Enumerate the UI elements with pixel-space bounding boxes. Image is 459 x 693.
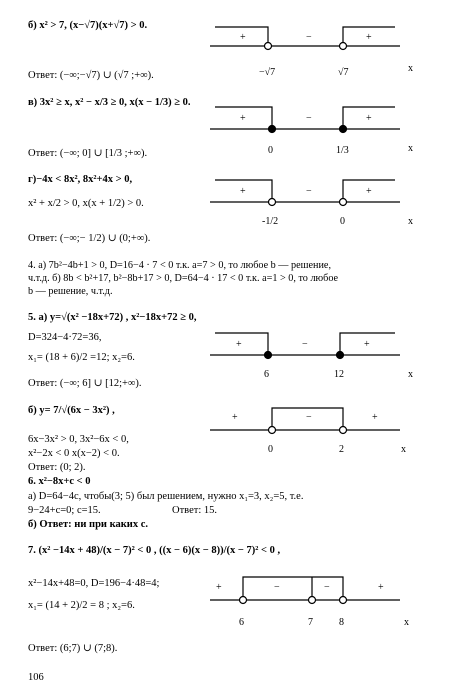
label-b-1: −√7 [259,67,276,78]
sign-chart-v [210,107,413,156]
sign-chart-5b [210,408,406,455]
sign-g-2: − [306,186,312,197]
g-line2: x² + x/2 > 0, x(x + 1/2) > 0. [28,198,144,209]
label-7-2: 7 [308,617,313,628]
p7-line1: 7. (x² −14x + 48)/(x − 7)² < 0 , ((x − 6)(x − 8))/(x − 7)² < 0 , [28,545,281,556]
p6-answer: Ответ: 15. [172,505,217,516]
sign-g-3: + [366,186,372,197]
sign-7-4: + [378,582,384,593]
sign-b-1: + [240,32,246,43]
sign-5a-1: + [236,339,242,350]
b-line1: б) x² > 7, (x−√7)(x+√7) > 0. [28,20,148,31]
p5b-line1: б) y= 7/√(6x − 3x²) , [28,405,115,416]
sign-chart-7 [210,577,409,628]
sign-b-3: + [366,32,372,43]
sign-v-3: + [366,113,372,124]
p5b-line3: x²−2x < 0 x(x−2) < 0. [28,448,120,459]
sign-7-3: − [324,582,330,593]
p7-line3: x₁= (14 + 2)/2 = 8 ; x₂=6. [28,600,135,611]
p4-line1: 4. а) 7b²−4b+1 > 0, D=16−4 · 7 < 0 т.к. a=7 > 0, то любое b — решение, [28,260,331,271]
p6-line3: 9−24+c=0; c=15. [28,505,101,516]
label-5b-2: 2 [339,444,344,455]
label-b-2: √7 [338,67,349,78]
p4-line2: ч.т.д. б) 8b < b²+17, b²−8b+17 > 0, D=64−4 · 17 < 0 т.к. a=1 > 0, то любое [28,273,339,284]
p5b-line2: 6x−3x² > 0, 3x²−6x < 0, [28,434,129,445]
label-v-x: x [408,143,413,154]
sign-chart-5a [210,333,413,380]
sign-chart-g [210,180,413,227]
v-answer: Ответ: (−∞; 0] ∪ [1/3 ;+∞). [28,148,148,159]
label-g-2: 0 [340,216,345,227]
label-v-1: 0 [268,145,273,156]
label-5a-1: 6 [264,369,269,380]
p4-line3: b — решение, ч.т.д. [28,286,113,297]
sign-chart-b [210,27,413,78]
label-5a-2: 12 [334,369,344,380]
g-line1: г)−4x < 8x², 8x²+4x > 0, [28,174,133,185]
sign-v-1: + [240,113,246,124]
p5a-line1: 5. а) y=√(x² −18x+72) , x²−18x+72 ≥ 0, [28,312,197,323]
p7-line2: x²−14x+48=0, D=196−4·48=4; [28,578,160,589]
label-7-3: 8 [339,617,344,628]
label-5a-x: x [408,369,413,380]
sign-7-2: − [274,582,280,593]
b-answer: Ответ: (−∞;−√7) ∪ (√7 ;+∞). [28,70,154,81]
p6-line4: б) Ответ: ни при каких c. [28,519,148,530]
label-5b-x: x [401,444,406,455]
p6-line2: а) D=64−4c, чтобы(3; 5) был решением, нужно x₁=3, x₂=5, т.е. [28,491,304,502]
sign-5b-1: + [232,412,238,423]
p5a-line2: D=324−4·72=36, [28,332,102,343]
label-v-2: 1/3 [336,145,349,156]
sign-b-2: − [306,32,312,43]
label-7-1: 6 [239,617,244,628]
label-b-x: x [408,63,413,74]
page-number: 106 [28,672,44,683]
sign-5b-2: − [306,412,312,423]
sign-5b-3: + [372,412,378,423]
sign-g-1: + [240,186,246,197]
p6-line1: 6. x²−8x+c < 0 [28,476,91,487]
label-5b-1: 0 [268,444,273,455]
sign-5a-3: + [364,339,370,350]
sign-v-2: − [306,113,312,124]
label-g-x: x [408,216,413,227]
p5a-line3: x₁= (18 + 6)/2 =12; x₂=6. [28,352,135,363]
label-g-1: -1/2 [262,216,279,227]
p5a-answer: Ответ: (−∞; 6] ∪ [12;+∞). [28,378,142,389]
label-7-x: x [404,617,409,628]
p7-answer: Ответ: (6;7) ∪ (7;8). [28,643,118,654]
sign-7-1: + [216,582,222,593]
g-answer: Ответ: (−∞;− 1/2) ∪ (0;+∞). [28,233,151,244]
v-line1: в) 3x² ≥ x, x² − x/3 ≥ 0, x(x − 1/3) ≥ 0. [28,97,191,108]
sign-5a-2: − [302,339,308,350]
p5b-answer: Ответ: (0; 2). [28,462,86,473]
